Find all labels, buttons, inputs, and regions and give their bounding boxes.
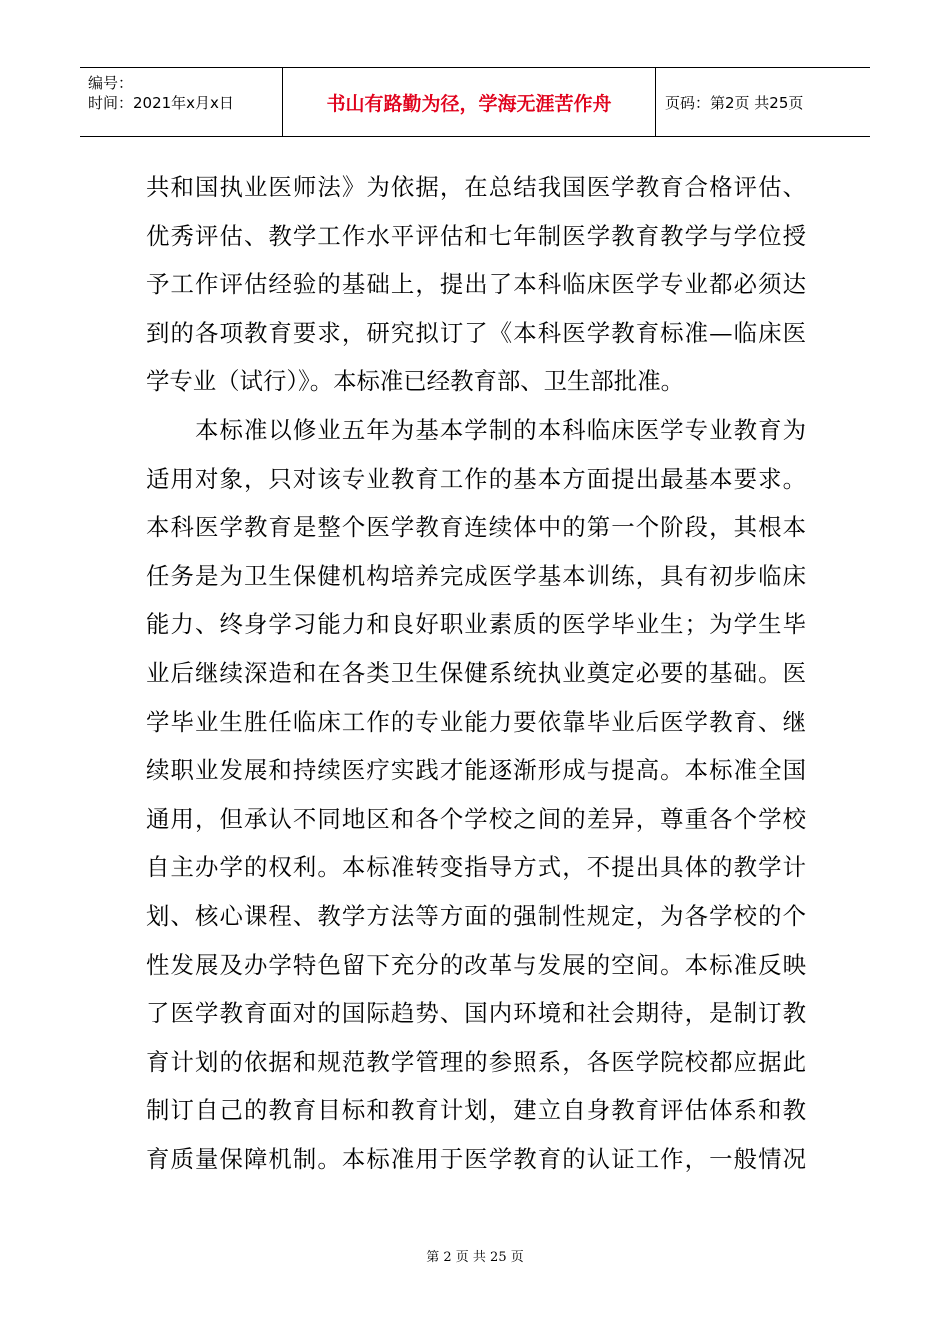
body-line: 育质量保障机制。本标准用于医学教育的认证工作，一般情况	[146, 1144, 806, 1173]
body-line: 予工作评估经验的基础上，提出了本科临床医学专业都必须达	[146, 270, 806, 299]
body-line: 学毕业生胜任临床工作的专业能力要依靠毕业后医学教育、继	[146, 707, 806, 736]
body-line: 业后继续深造和在各类卫生保健系统执业奠定必要的基础。医	[146, 658, 806, 687]
body-line: 学专业（试行）》。本标准已经教育部、卫生部批准。	[146, 367, 684, 396]
page-header	[80, 67, 870, 137]
header-meta	[80, 68, 283, 136]
body-line: 育计划的依据和规范教学管理的参照系，各医学院校都应据此	[146, 1047, 806, 1076]
body-line: 到的各项教育要求，研究拟订了《本科医学教育标准—临床医	[146, 318, 806, 347]
body-line: 共和国执业医师法》为依据，在总结我国医学教育合格评估、	[146, 173, 806, 201]
body-line: 优秀评估、教学工作水平评估和七年制医学教育教学与学位授	[146, 221, 806, 250]
body-line: 本标准以修业五年为基本学制的本科临床医学专业教育为	[146, 415, 806, 444]
body-line: 适用对象，只对该专业教育工作的基本方面提出最基本要求。	[146, 464, 806, 493]
document-date: 时间：2021年x月x日	[88, 94, 234, 112]
header-page-info: 页码：第2页 共25页	[665, 93, 804, 112]
body-line: 性发展及办学特色留下充分的改革与发展的空间。本标准反映	[146, 950, 806, 979]
body-line: 了医学教育面对的国际趋势、国内环境和社会期待，是制订教	[146, 999, 806, 1028]
body-line: 自主办学的权利。本标准转变指导方式，不提出具体的教学计	[146, 853, 806, 882]
document-number-label: 编号：	[88, 74, 134, 92]
body-line: 划、核心课程、教学方法等方面的强制性规定，为各学校的个	[146, 901, 806, 930]
body-line: 能力、终身学习能力和良好职业素质的医学毕业生；为学生毕	[146, 610, 806, 639]
body-line: 本科医学教育是整个医学教育连续体中的第一个阶段，其根本	[146, 513, 806, 542]
body-line: 任务是为卫生保健机构培养完成医学基本训练，具有初步临床	[146, 561, 806, 590]
body-line: 通用，但承认不同地区和各个学校之间的差异，尊重各个学校	[146, 804, 806, 833]
document-body	[146, 163, 806, 1183]
header-motto: 书山有路勤为径，学海无涯苦作舟	[283, 68, 656, 136]
body-line: 制订自己的教育目标和教育计划，建立自身教育评估体系和教	[146, 1096, 806, 1125]
page-footer: 第 2 页 共 25 页	[426, 1250, 524, 1265]
body-line: 续职业发展和持续医疗实践才能逐渐形成与提高。本标准全国	[146, 756, 806, 785]
